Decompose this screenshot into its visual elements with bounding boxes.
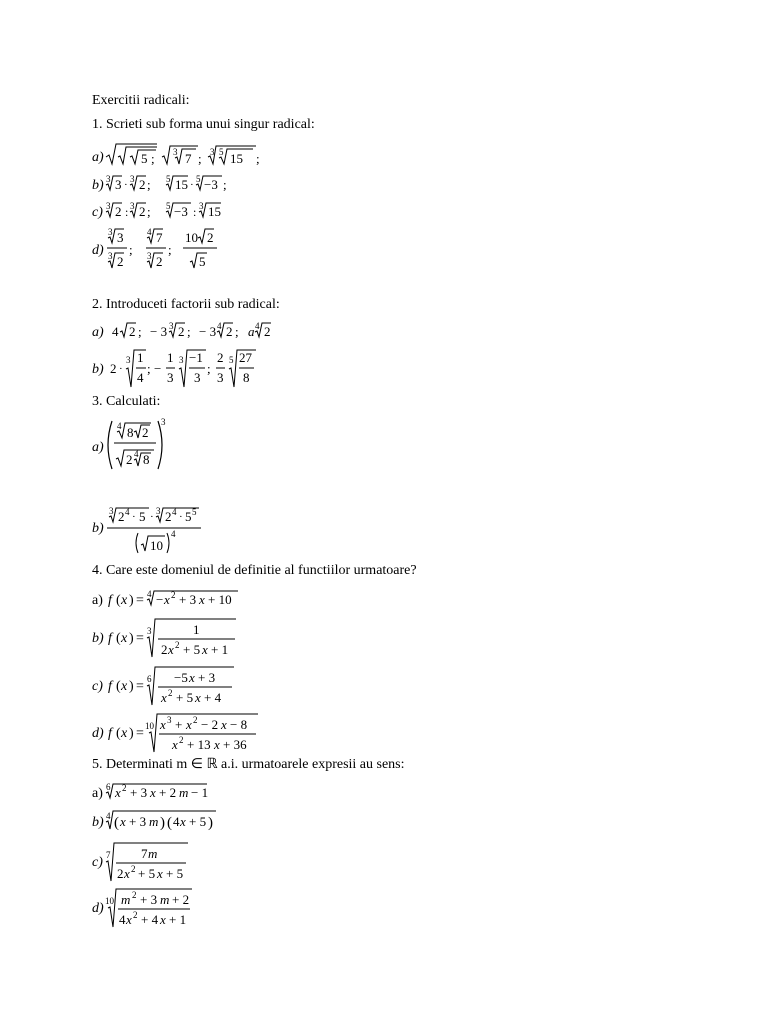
svg-text:27: 27 (239, 350, 252, 365)
svg-text:a): a) (92, 593, 103, 608)
svg-text:m: m (148, 846, 158, 861)
svg-text:3: 3 (126, 355, 131, 365)
svg-text:5: 5 (139, 509, 146, 524)
svg-text:5: 5 (196, 174, 201, 184)
svg-text:+ 2: + 2 (159, 785, 177, 800)
svg-text:c): c) (92, 855, 103, 870)
svg-text:1: 1 (193, 622, 200, 637)
exercise-1b-formula (90, 173, 290, 195)
svg-text:a: a (248, 324, 255, 339)
svg-text::: : (193, 205, 197, 219)
svg-text:3: 3 (115, 177, 122, 192)
svg-text:3: 3 (108, 251, 113, 261)
svg-text:·: · (132, 511, 136, 523)
svg-text:x: x (199, 592, 205, 607)
svg-text:2: 2 (118, 509, 125, 524)
svg-text:8: 8 (127, 425, 134, 440)
svg-text:(: ( (167, 815, 172, 831)
svg-text:+ 3: + 3 (198, 670, 216, 685)
svg-text:3: 3 (161, 417, 166, 427)
svg-text:4: 4 (137, 370, 144, 385)
svg-text:2: 2 (264, 324, 271, 339)
svg-text:10: 10 (105, 896, 114, 906)
svg-text:+ 3: + 3 (129, 814, 147, 829)
svg-text:a): a) (92, 786, 103, 801)
exercise-4d-formula (90, 709, 290, 755)
exercise-3a-formula (90, 415, 290, 475)
svg-text:d): d) (92, 726, 104, 741)
svg-text:=: = (136, 679, 144, 694)
svg-text:+ 5: + 5 (176, 690, 194, 705)
svg-text:15: 15 (208, 204, 221, 219)
svg-text:4: 4 (106, 811, 111, 821)
svg-text:+ 3: + 3 (179, 592, 197, 607)
svg-text:4: 4 (147, 589, 152, 599)
svg-text:−3: −3 (204, 177, 218, 192)
svg-text:+ 3: + 3 (140, 892, 158, 907)
svg-text:+ 5: + 5 (189, 814, 207, 829)
svg-text:−5: −5 (174, 670, 188, 685)
svg-text:b): b) (92, 178, 104, 193)
svg-text:3: 3 (210, 147, 215, 157)
svg-text:2: 2 (142, 425, 149, 440)
svg-text:3: 3 (179, 355, 184, 365)
svg-text:3: 3 (130, 174, 135, 184)
svg-text:5: 5 (192, 507, 197, 517)
exercise-2a-formula (90, 320, 310, 342)
exercise-3b-formula (90, 505, 290, 557)
svg-text:2: 2 (217, 350, 224, 365)
svg-text:f: f (108, 631, 112, 646)
svg-text:2: 2 (171, 590, 176, 600)
exercise-1a-formula (90, 141, 290, 169)
svg-text:m: m (179, 785, 189, 800)
svg-text:d): d) (92, 901, 104, 916)
svg-text:(: ( (116, 631, 121, 646)
svg-text:x: x (172, 737, 178, 752)
svg-text:m: m (121, 892, 131, 907)
svg-text:2: 2 (175, 640, 180, 650)
svg-text:3: 3 (173, 147, 178, 157)
svg-text:x: x (121, 726, 128, 741)
svg-text:x: x (186, 717, 192, 732)
svg-text:x: x (180, 814, 186, 829)
svg-text:10: 10 (150, 538, 163, 553)
svg-text:x: x (157, 866, 163, 881)
svg-text:2: 2 (207, 230, 214, 245)
svg-text:·: · (150, 511, 154, 523)
svg-text:3: 3 (106, 201, 111, 211)
svg-text:+ 3: + 3 (130, 785, 148, 800)
exercise-4-heading: 4. Care este domeniul de definitie al functiilor urmatoare? (92, 563, 417, 578)
svg-text:): ) (129, 593, 134, 608)
svg-text:5: 5 (166, 174, 171, 184)
svg-text:5: 5 (166, 201, 171, 211)
svg-text:3: 3 (147, 251, 152, 261)
svg-text:;: ; (138, 324, 142, 339)
svg-text:8: 8 (143, 452, 150, 467)
svg-text:=: = (136, 631, 144, 646)
svg-text:): ) (160, 815, 165, 831)
svg-text:5: 5 (185, 509, 192, 524)
svg-text:d): d) (92, 243, 104, 258)
svg-text:4: 4 (147, 227, 152, 237)
svg-text:2: 2 (117, 866, 124, 881)
exercise-4b-formula (90, 614, 290, 660)
svg-text:x: x (115, 785, 121, 800)
svg-text:c): c) (92, 205, 103, 220)
svg-text:4: 4 (119, 912, 126, 927)
svg-text:;: ; (168, 242, 172, 257)
svg-text:=: = (136, 726, 144, 741)
svg-text:·: · (179, 511, 183, 523)
document-title: Exercitii radicali: (92, 93, 190, 108)
svg-text:7: 7 (156, 230, 163, 245)
svg-text:4: 4 (117, 421, 122, 431)
exercise-5b-formula (90, 808, 290, 834)
svg-text:;: ; (147, 177, 151, 192)
svg-text:x: x (126, 912, 132, 927)
svg-text:;: ; (198, 151, 202, 166)
svg-text:x: x (214, 737, 220, 752)
svg-text:;: ; (147, 204, 151, 219)
svg-text:6: 6 (106, 782, 111, 792)
svg-text:+ 10: + 10 (208, 592, 232, 607)
svg-text:4: 4 (112, 324, 119, 339)
svg-text:m: m (160, 892, 170, 907)
svg-text:7: 7 (106, 850, 111, 860)
svg-text:4: 4 (217, 321, 222, 331)
svg-text:2: 2 (117, 254, 124, 269)
svg-text:1: 1 (167, 350, 174, 365)
svg-text:4: 4 (172, 507, 177, 517)
svg-text:;: ; (256, 151, 260, 166)
svg-text:2: 2 (126, 452, 133, 467)
exercise-1-heading: 1. Scrieti sub forma unui singur radical: (92, 117, 315, 132)
svg-text:7: 7 (141, 846, 148, 861)
svg-text:b): b) (92, 362, 104, 377)
svg-text:;: ; (147, 361, 151, 376)
svg-text:x: x (202, 642, 208, 657)
svg-text:3: 3 (106, 174, 111, 184)
svg-text:b): b) (92, 815, 104, 830)
svg-text:·: · (190, 179, 194, 191)
svg-text:+ 4: + 4 (204, 690, 222, 705)
svg-text:x: x (121, 679, 128, 694)
svg-text:+ 36: + 36 (223, 737, 247, 752)
svg-text:−: − (156, 592, 164, 607)
svg-text:(: ( (114, 815, 119, 831)
svg-text:15: 15 (175, 177, 188, 192)
svg-text:2: 2 (110, 361, 117, 376)
svg-text:6: 6 (147, 674, 152, 684)
svg-text:2: 2 (226, 324, 233, 339)
exercise-3-heading: 3. Calculati: (92, 394, 161, 409)
svg-text:+ 5: + 5 (166, 866, 184, 881)
svg-text:+ 1: + 1 (169, 912, 187, 927)
svg-text:5: 5 (141, 151, 148, 166)
svg-text:4: 4 (171, 529, 176, 539)
svg-text:;: ; (151, 151, 155, 166)
svg-text:3: 3 (167, 715, 172, 725)
svg-text:+ 2: + 2 (172, 892, 190, 907)
svg-text:8: 8 (243, 370, 250, 385)
svg-text:3: 3 (156, 506, 161, 516)
svg-text:1: 1 (137, 350, 144, 365)
svg-text:b): b) (92, 631, 104, 646)
svg-text:+ 5: + 5 (138, 866, 156, 881)
svg-text:− 3: − 3 (199, 324, 217, 339)
svg-text:3: 3 (109, 506, 114, 516)
svg-text:2: 2 (129, 324, 136, 339)
svg-text:+ 13: + 13 (187, 737, 211, 752)
svg-text:4: 4 (173, 814, 180, 829)
svg-text:(: ( (116, 593, 121, 608)
svg-text:2: 2 (178, 324, 185, 339)
exercise-5c-formula (90, 838, 290, 884)
svg-text:f: f (108, 679, 112, 694)
svg-text:·: · (119, 363, 123, 375)
exercise-4a-formula (90, 588, 290, 610)
svg-text:(: ( (116, 726, 121, 741)
svg-text:x: x (168, 642, 174, 657)
svg-text:− 1: − 1 (191, 785, 209, 800)
exercise-5a-formula (90, 781, 290, 803)
svg-text::: : (125, 205, 129, 219)
svg-text:2: 2 (115, 204, 122, 219)
svg-text:3: 3 (108, 227, 113, 237)
svg-text:x: x (150, 785, 156, 800)
exercise-5d-formula (90, 884, 290, 930)
svg-text:): ) (208, 815, 213, 831)
svg-text:x: x (160, 912, 166, 927)
svg-text:3: 3 (117, 230, 124, 245)
svg-text:− 8: − 8 (230, 717, 248, 732)
svg-text:3: 3 (169, 321, 174, 331)
svg-text:f: f (108, 593, 112, 608)
svg-text:2: 2 (132, 890, 137, 900)
exercise-1c-formula (90, 200, 290, 222)
svg-text:f: f (108, 726, 112, 741)
svg-text:x: x (221, 717, 227, 732)
svg-text:−3: −3 (174, 204, 188, 219)
svg-text:(: ( (116, 679, 121, 694)
svg-text:+: + (175, 717, 183, 732)
svg-text:2: 2 (156, 254, 163, 269)
svg-text:5: 5 (229, 355, 234, 365)
svg-text:x: x (189, 670, 195, 685)
svg-text:m: m (149, 814, 159, 829)
svg-text:a): a) (92, 440, 104, 455)
svg-text:2: 2 (165, 509, 172, 524)
svg-text:2: 2 (122, 783, 127, 793)
svg-text:b): b) (92, 521, 104, 536)
exercise-5-heading: 5. Determinati m ∈ ℝ a.i. urmatoarele expresii au sens: (92, 757, 405, 772)
svg-text:x: x (160, 717, 166, 732)
svg-text:− 2: − 2 (201, 717, 219, 732)
svg-text:4: 4 (255, 321, 260, 331)
svg-text:−1: −1 (189, 350, 203, 365)
svg-text:=: = (136, 593, 144, 608)
svg-text:x: x (195, 690, 201, 705)
svg-text:x: x (164, 592, 170, 607)
svg-text:3: 3 (130, 201, 135, 211)
svg-text:−: − (154, 361, 162, 376)
svg-text:− 3: − 3 (150, 324, 168, 339)
svg-text:3: 3 (194, 370, 201, 385)
svg-text:2: 2 (168, 688, 173, 698)
svg-text:2: 2 (193, 715, 198, 725)
svg-text:3: 3 (167, 370, 174, 385)
svg-text:10: 10 (185, 230, 198, 245)
svg-text:2: 2 (131, 864, 136, 874)
svg-text:x: x (161, 690, 167, 705)
svg-text:;: ; (207, 361, 211, 376)
svg-text:;: ; (235, 324, 239, 339)
svg-text:2: 2 (139, 204, 146, 219)
svg-text:x: x (121, 593, 128, 608)
svg-text:2: 2 (179, 735, 184, 745)
svg-text:7: 7 (185, 151, 192, 166)
svg-text:;: ; (223, 177, 227, 192)
svg-text:2: 2 (133, 910, 138, 920)
svg-text:;: ; (129, 242, 133, 257)
svg-text:5: 5 (199, 254, 206, 269)
exercise-4c-formula (90, 662, 290, 708)
svg-text:3: 3 (217, 370, 224, 385)
exercise-2-heading: 2. Introduceti factorii sub radical: (92, 297, 280, 312)
svg-text:3: 3 (199, 201, 204, 211)
svg-text:2: 2 (139, 177, 146, 192)
svg-text:x: x (120, 814, 126, 829)
svg-text:a): a) (92, 150, 104, 165)
svg-text:): ) (129, 631, 134, 646)
svg-text:;: ; (187, 324, 191, 339)
svg-text:2: 2 (161, 642, 168, 657)
svg-text:a): a) (92, 325, 104, 340)
svg-text:+ 1: + 1 (211, 642, 229, 657)
svg-text:): ) (129, 726, 134, 741)
svg-text:): ) (129, 679, 134, 694)
exercise-1d-formula (90, 226, 290, 272)
svg-text:+ 5: + 5 (183, 642, 201, 657)
svg-text:+ 4: + 4 (141, 912, 159, 927)
svg-text:3: 3 (147, 626, 152, 636)
svg-text:15: 15 (230, 151, 243, 166)
svg-text:c): c) (92, 679, 103, 694)
exercise-2b-formula (90, 347, 310, 391)
svg-text:5: 5 (219, 147, 224, 157)
svg-text:10: 10 (145, 721, 154, 731)
svg-text:4: 4 (125, 507, 130, 517)
svg-text:x: x (121, 631, 128, 646)
svg-text:4: 4 (134, 449, 139, 459)
svg-text:x: x (124, 866, 130, 881)
svg-text:·: · (124, 179, 128, 191)
